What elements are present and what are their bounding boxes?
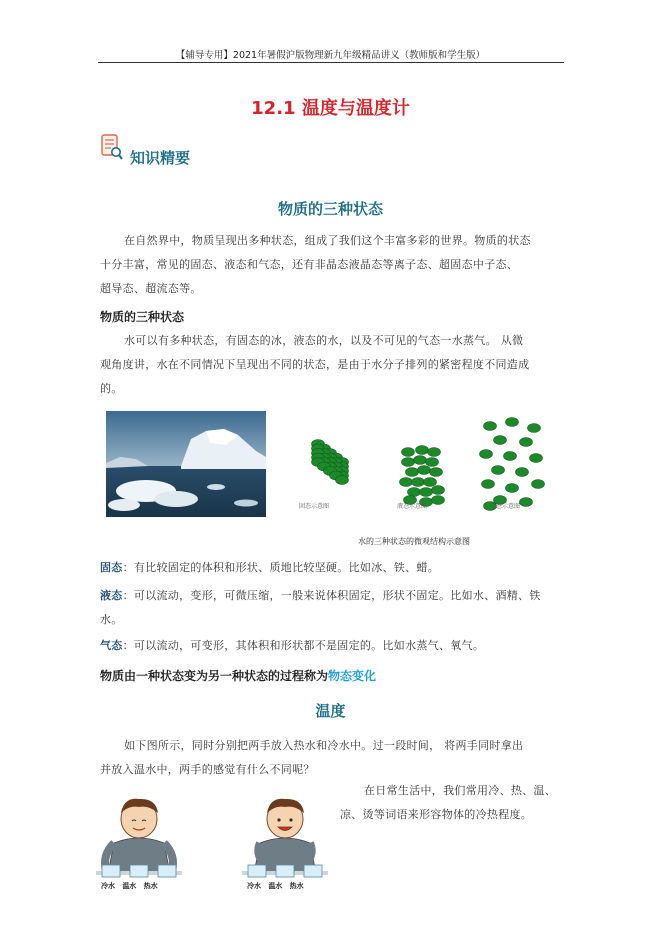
liquid-molecule (432, 486, 445, 495)
iceberg-photo (106, 411, 266, 517)
cup-label-warm-2: 温水 (268, 882, 283, 890)
gas-molecule (480, 450, 493, 459)
gas-term: 气态 (100, 639, 123, 652)
liquid-molecule (400, 478, 413, 487)
temperature-line-1: 如下图所示，同时分别把两手放入热水和冷水中。过一段时间， 将两手同时拿出 (124, 739, 524, 752)
liquid-text-line-1: ：可以流动，变形，可微压缩，一般来说体积固定，形状不固定。比如水、酒精、铁 (122, 589, 541, 602)
temperature-heading: 温度 (315, 702, 346, 720)
side-line-1: 在日常生活中，我们常用冷、热、温、 (364, 784, 557, 797)
section-title: 知识精要 (130, 149, 191, 167)
liquid-molecule (430, 468, 443, 477)
liquid-molecule (408, 488, 421, 497)
child-illustration-left (94, 795, 184, 895)
state-change-term: 物态变化 (328, 669, 377, 683)
states-heading: 物质的三种状态 (277, 200, 383, 218)
gas-molecule (520, 498, 533, 507)
gas-molecules (480, 418, 545, 511)
page-title: 12.1 温度与温度计 (251, 98, 410, 119)
molecule-diagrams (290, 412, 552, 512)
water-line-3: 的。 (100, 382, 123, 395)
water-line-2: 观角度讲，水在不同情况下呈现出不同的状态，是由于水分子排列的紧密程度不同造成 (100, 358, 530, 371)
gas-molecule (484, 422, 497, 431)
solid-text: ：有比较固定的体积和形状、质地比较坚硬。比如冰、铁、蜡。 (122, 561, 440, 574)
temperature-paragraph (100, 734, 566, 782)
gas-molecule (492, 466, 505, 475)
notebook-search-icon (101, 134, 123, 160)
liquid-molecule (402, 448, 415, 457)
cups-labels-left (101, 881, 181, 891)
cups-labels-right (247, 881, 327, 891)
gas-molecule (530, 454, 543, 463)
gas-molecule (532, 480, 545, 489)
side-line-2: 凉、烫等词语来形容物体的冷热程度。 (340, 808, 533, 821)
liquid-molecule (414, 456, 427, 465)
gas-molecule (520, 438, 533, 447)
liquid-molecule (406, 468, 419, 477)
subheading-states: 物质的三种状态 (100, 310, 185, 324)
page-header: 【辅导专用】2021年暑假沪版物理新九年级精品讲义（教师版和学生版） (175, 50, 486, 61)
solid-term: 固态 (100, 561, 123, 574)
liquid-molecule (418, 466, 431, 475)
state-change-prefix: 物质由一种状态变为另一种状态的过程称为 (100, 669, 329, 683)
cup-label-hot-2: 热水 (289, 882, 304, 890)
liquid-molecule (416, 446, 429, 455)
gas-diagram-label: 气态示意图 (490, 503, 521, 510)
gas-molecule (528, 424, 541, 433)
liquid-text-line-2: 水。 (100, 613, 123, 626)
liquid-term: 液态 (100, 589, 123, 602)
liquid-diagram-label: 液态示意图 (397, 503, 428, 510)
definition-solid (100, 556, 566, 580)
gas-molecule (506, 484, 519, 493)
state-change-sentence (100, 667, 376, 684)
gas-molecule (516, 468, 529, 477)
solid-molecules (312, 440, 349, 485)
liquid-molecule (402, 458, 415, 467)
liquid-molecule (420, 488, 433, 497)
liquid-molecule (424, 478, 437, 487)
liquid-molecule (426, 458, 439, 467)
gas-text: ：可以流动，可变形，其体积和形状都不是固定的。比如水蒸气、氧气。 (122, 639, 485, 652)
solid-molecule (336, 476, 349, 485)
liquid-molecule (432, 496, 445, 505)
intro-paragraph (100, 229, 566, 301)
gas-molecule (482, 480, 495, 489)
temperature-line-2: 并放入温水中，两手的感觉有什么不同呢？ (100, 763, 315, 776)
water-line-1: 水可以有多种状态，有固态的冰，液态的水，以及不可见的气态一水蒸气。 从微 (124, 334, 524, 347)
child-illustration-right (240, 795, 330, 895)
liquid-molecule (412, 478, 425, 487)
liquid-molecule (428, 448, 441, 457)
cup-label-hot: 热水 (143, 882, 158, 890)
water-paragraph (100, 329, 566, 401)
definition-gas (100, 634, 566, 658)
cup-label-warm: 温水 (122, 882, 137, 890)
intro-line-2: 十分丰富，常见的固态、液态和气态，还有非晶态液晶态等离子态、超固态中子态、 (100, 258, 519, 271)
intro-line-1: 在自然界中，物质呈现出多种状态，组成了我们这个丰富多彩的世界。物质的状态 (124, 234, 531, 247)
intro-line-3: 超导态、超流态等。 (100, 282, 202, 295)
liquid-molecules (400, 446, 445, 507)
cup-label-cold: 冷水 (101, 882, 115, 890)
solid-diagram-label: 固态示意图 (299, 503, 330, 510)
cup-label-cold-2: 冷水 (247, 882, 261, 890)
gas-molecule (506, 418, 519, 427)
gas-molecule (504, 452, 517, 461)
side-paragraph (340, 779, 570, 827)
header-divider (98, 62, 564, 63)
gas-molecule (494, 436, 507, 445)
definition-liquid (100, 584, 566, 632)
figure-caption: 水的三种状态的微观结构示意图 (358, 537, 470, 546)
